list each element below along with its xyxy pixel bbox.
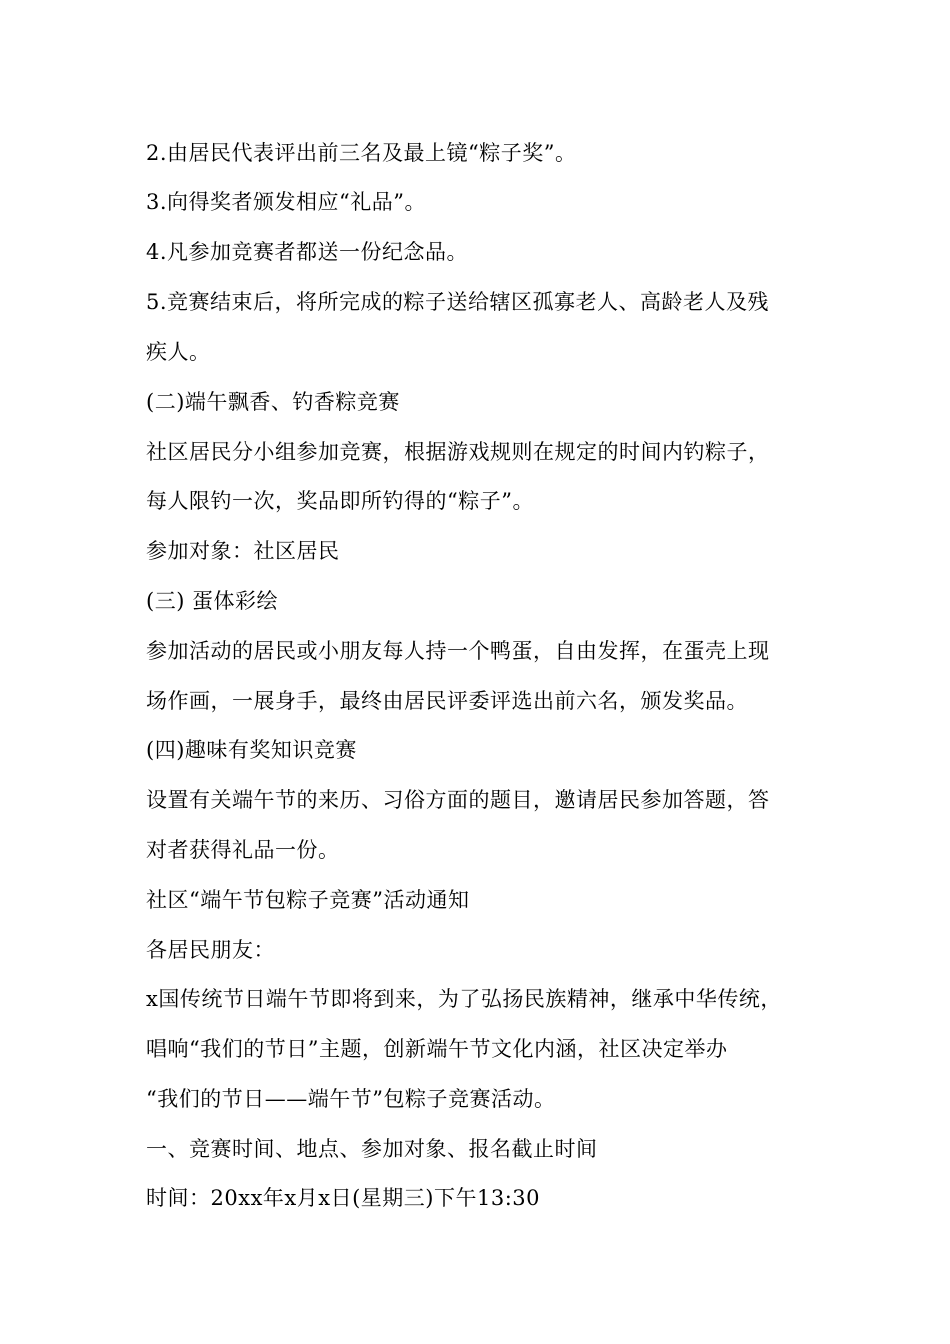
text-line: “我们的节日——端午节”包粽子竞赛活动。: [146, 1087, 556, 1111]
text-line: x国传统节日端午节即将到来，为了弘扬民族精神，继承中华传统，: [146, 987, 782, 1011]
text-line: 对者获得礼品一份。: [146, 838, 340, 862]
text-line: 每人限钓一次，奖品即所钓得的“粽子”。: [146, 489, 534, 513]
text-line: 2.由居民代表评出前三名及最上镜“粽子奖”。: [146, 141, 577, 165]
text-line: 场作画，一展身手，最终由居民评委评选出前六名，颁发奖品。: [146, 689, 748, 713]
text-line: 5.竞赛结束后，将所完成的粽子送给辖区孤寡老人、高龄老人及残: [146, 290, 770, 314]
section-heading: 一、竞赛时间、地点、参加对象、报名截止时间: [146, 1137, 598, 1161]
text-line: 社区居民分小组参加竞赛，根据游戏规则在规定的时间内钓粽子，: [146, 440, 770, 464]
section-heading: (二)端午飘香、钓香粽竞赛: [146, 390, 400, 414]
text-line: 参加对象：社区居民: [146, 539, 340, 563]
text-line: 设置有关端午节的来历、习俗方面的题目，邀请居民参加答题，答: [146, 788, 770, 812]
text-line: 唱响“我们的节日”主题，创新端午节文化内涵，社区决定举办: [146, 1037, 728, 1061]
text-line: 参加活动的居民或小朋友每人持一个鸭蛋，自由发挥，在蛋壳上现: [146, 639, 770, 663]
text-line: 4.凡参加竞赛者都送一份纪念品。: [146, 240, 469, 264]
section-heading: (四)趣味有奖知识竞赛: [146, 738, 357, 762]
text-line: 疾人。: [146, 340, 211, 364]
text-line: 3.向得奖者颁发相应“礼品”。: [146, 190, 427, 214]
notice-title: 社区“端午节包粽子竞赛”活动通知: [146, 888, 470, 912]
salutation: 各居民朋友：: [146, 938, 275, 962]
text-line: 时间：20xx年x月x日(星期三)下午13:30: [146, 1186, 540, 1210]
section-heading: (三) 蛋体彩绘: [146, 589, 279, 613]
